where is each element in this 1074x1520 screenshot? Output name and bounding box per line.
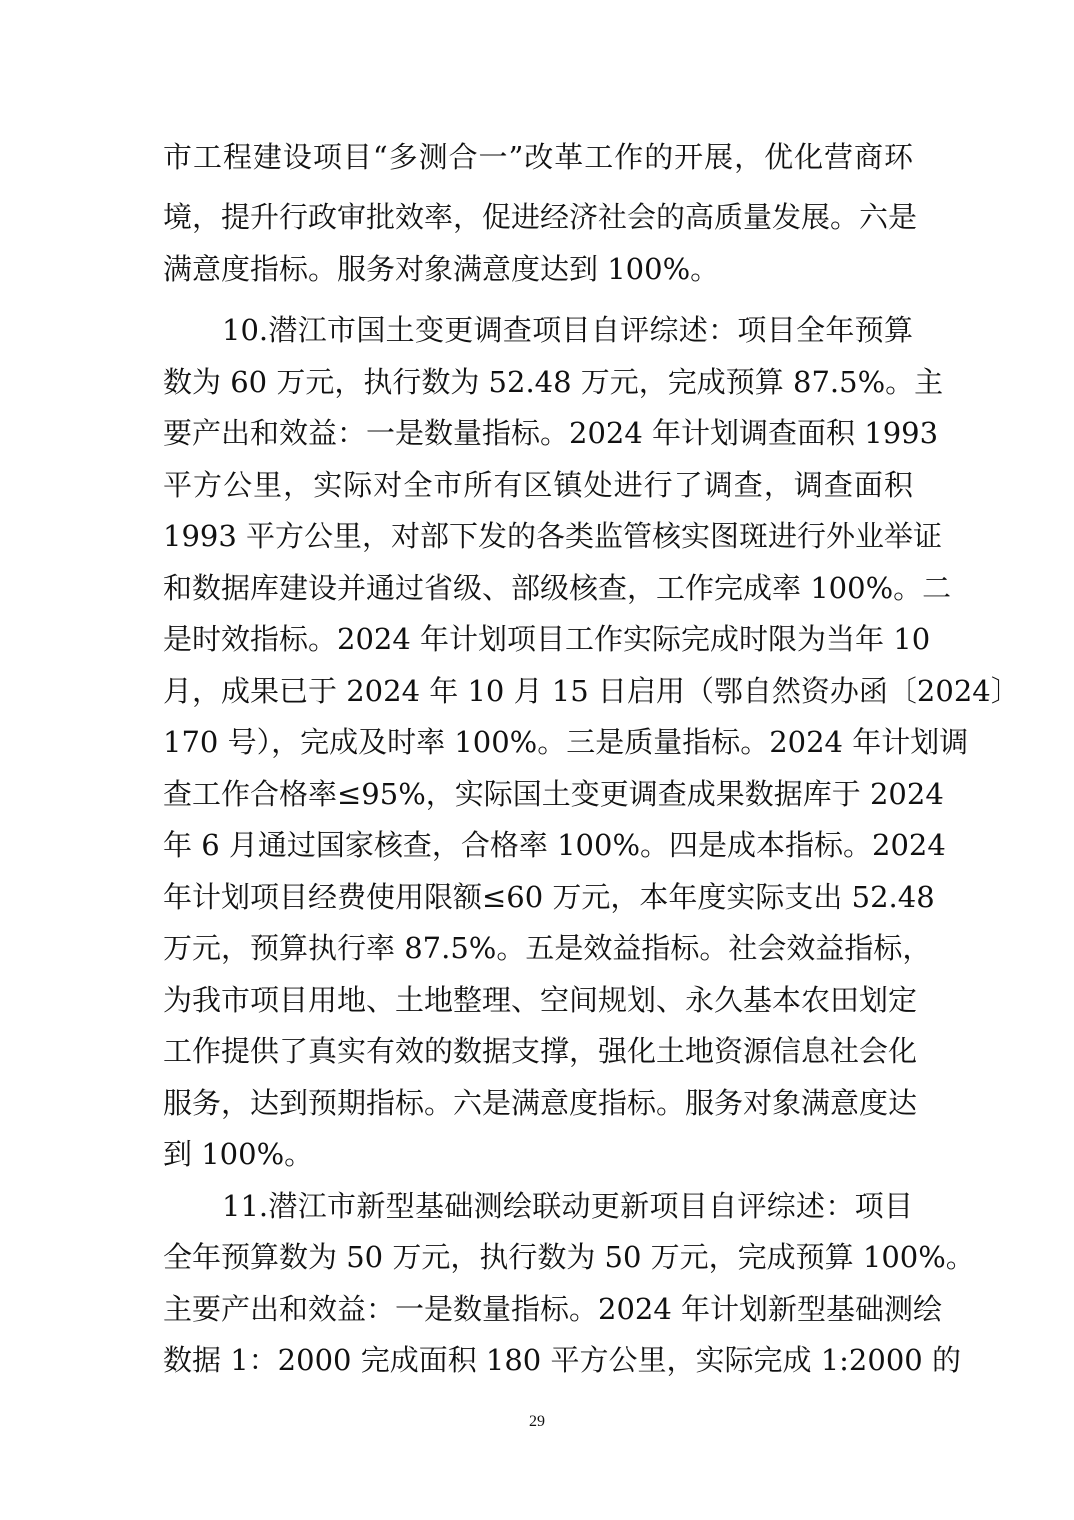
text-line: 月，成果已于 2024 年 10 月 15 日启用（鄂自然资办函〔2024〕 <box>163 674 1020 708</box>
text-line: 境，提升行政审批效率，促进经济社会的高质量发展。六是 <box>163 200 918 234</box>
text-line: 满意度指标。服务对象满意度达到 100%。 <box>163 252 720 286</box>
text-line: 年计划项目经费使用限额≤60 万元，本年度实际支出 52.48 <box>163 880 935 914</box>
text-line: 为我市项目用地、土地整理、空间规划、永久基本农田划定 <box>163 983 918 1017</box>
text-line: 到 100%。 <box>163 1137 314 1171</box>
text-line: 主要产出和效益：一是数量指标。2024 年计划新型基础测绘 <box>163 1292 943 1326</box>
text-line: 市工程建设项目“多测合一”改革工作的开展，优化营商环 <box>163 140 913 174</box>
paragraph-11-heading-line: 11.潜江市新型基础测绘联动更新项目自评综述：项目 <box>222 1189 913 1223</box>
text-line: 数据 1：2000 完成面积 180 平方公里，实际完成 1:2000 的 <box>163 1343 961 1377</box>
text-line: 工作提供了真实有效的数据支撑，强化土地资源信息社会化 <box>163 1034 918 1068</box>
text-line: 要产出和效益：一是数量指标。2024 年计划调查面积 1993 <box>163 416 939 450</box>
text-line: 年 6 月通过国家核查，合格率 100%。四是成本指标。2024 <box>163 828 946 862</box>
text-line: 1993 平方公里，对部下发的各类监管核实图斑进行外业举证 <box>163 519 943 553</box>
text-line: 和数据库建设并通过省级、部级核查，工作完成率 100%。二 <box>163 571 952 605</box>
text-line: 是时效指标。2024 年计划项目工作实际完成时限为当年 10 <box>163 622 931 656</box>
text-line: 服务，达到预期指标。六是满意度指标。服务对象满意度达 <box>163 1086 918 1120</box>
text-line: 全年预算数为 50 万元，执行数为 50 万元，完成预算 100%。 <box>163 1240 975 1274</box>
page-number: 29 <box>529 1413 545 1430</box>
text-line: 查工作合格率≤95%，实际国土变更调查成果数据库于 2024 <box>163 777 944 811</box>
paragraph-10-heading-line: 10.潜江市国土变更调查项目自评综述：项目全年预算 <box>222 313 913 347</box>
text-line: 170 号），完成及时率 100%。三是质量指标。2024 年计划调 <box>163 725 969 759</box>
text-line: 数为 60 万元，执行数为 52.48 万元，完成预算 87.5%。主 <box>163 365 944 399</box>
text-line: 平方公里，实际对全市所有区镇处进行了调查，调查面积 <box>163 468 913 502</box>
text-line: 万元，预算执行率 87.5%。五是效益指标。社会效益指标， <box>163 931 932 965</box>
